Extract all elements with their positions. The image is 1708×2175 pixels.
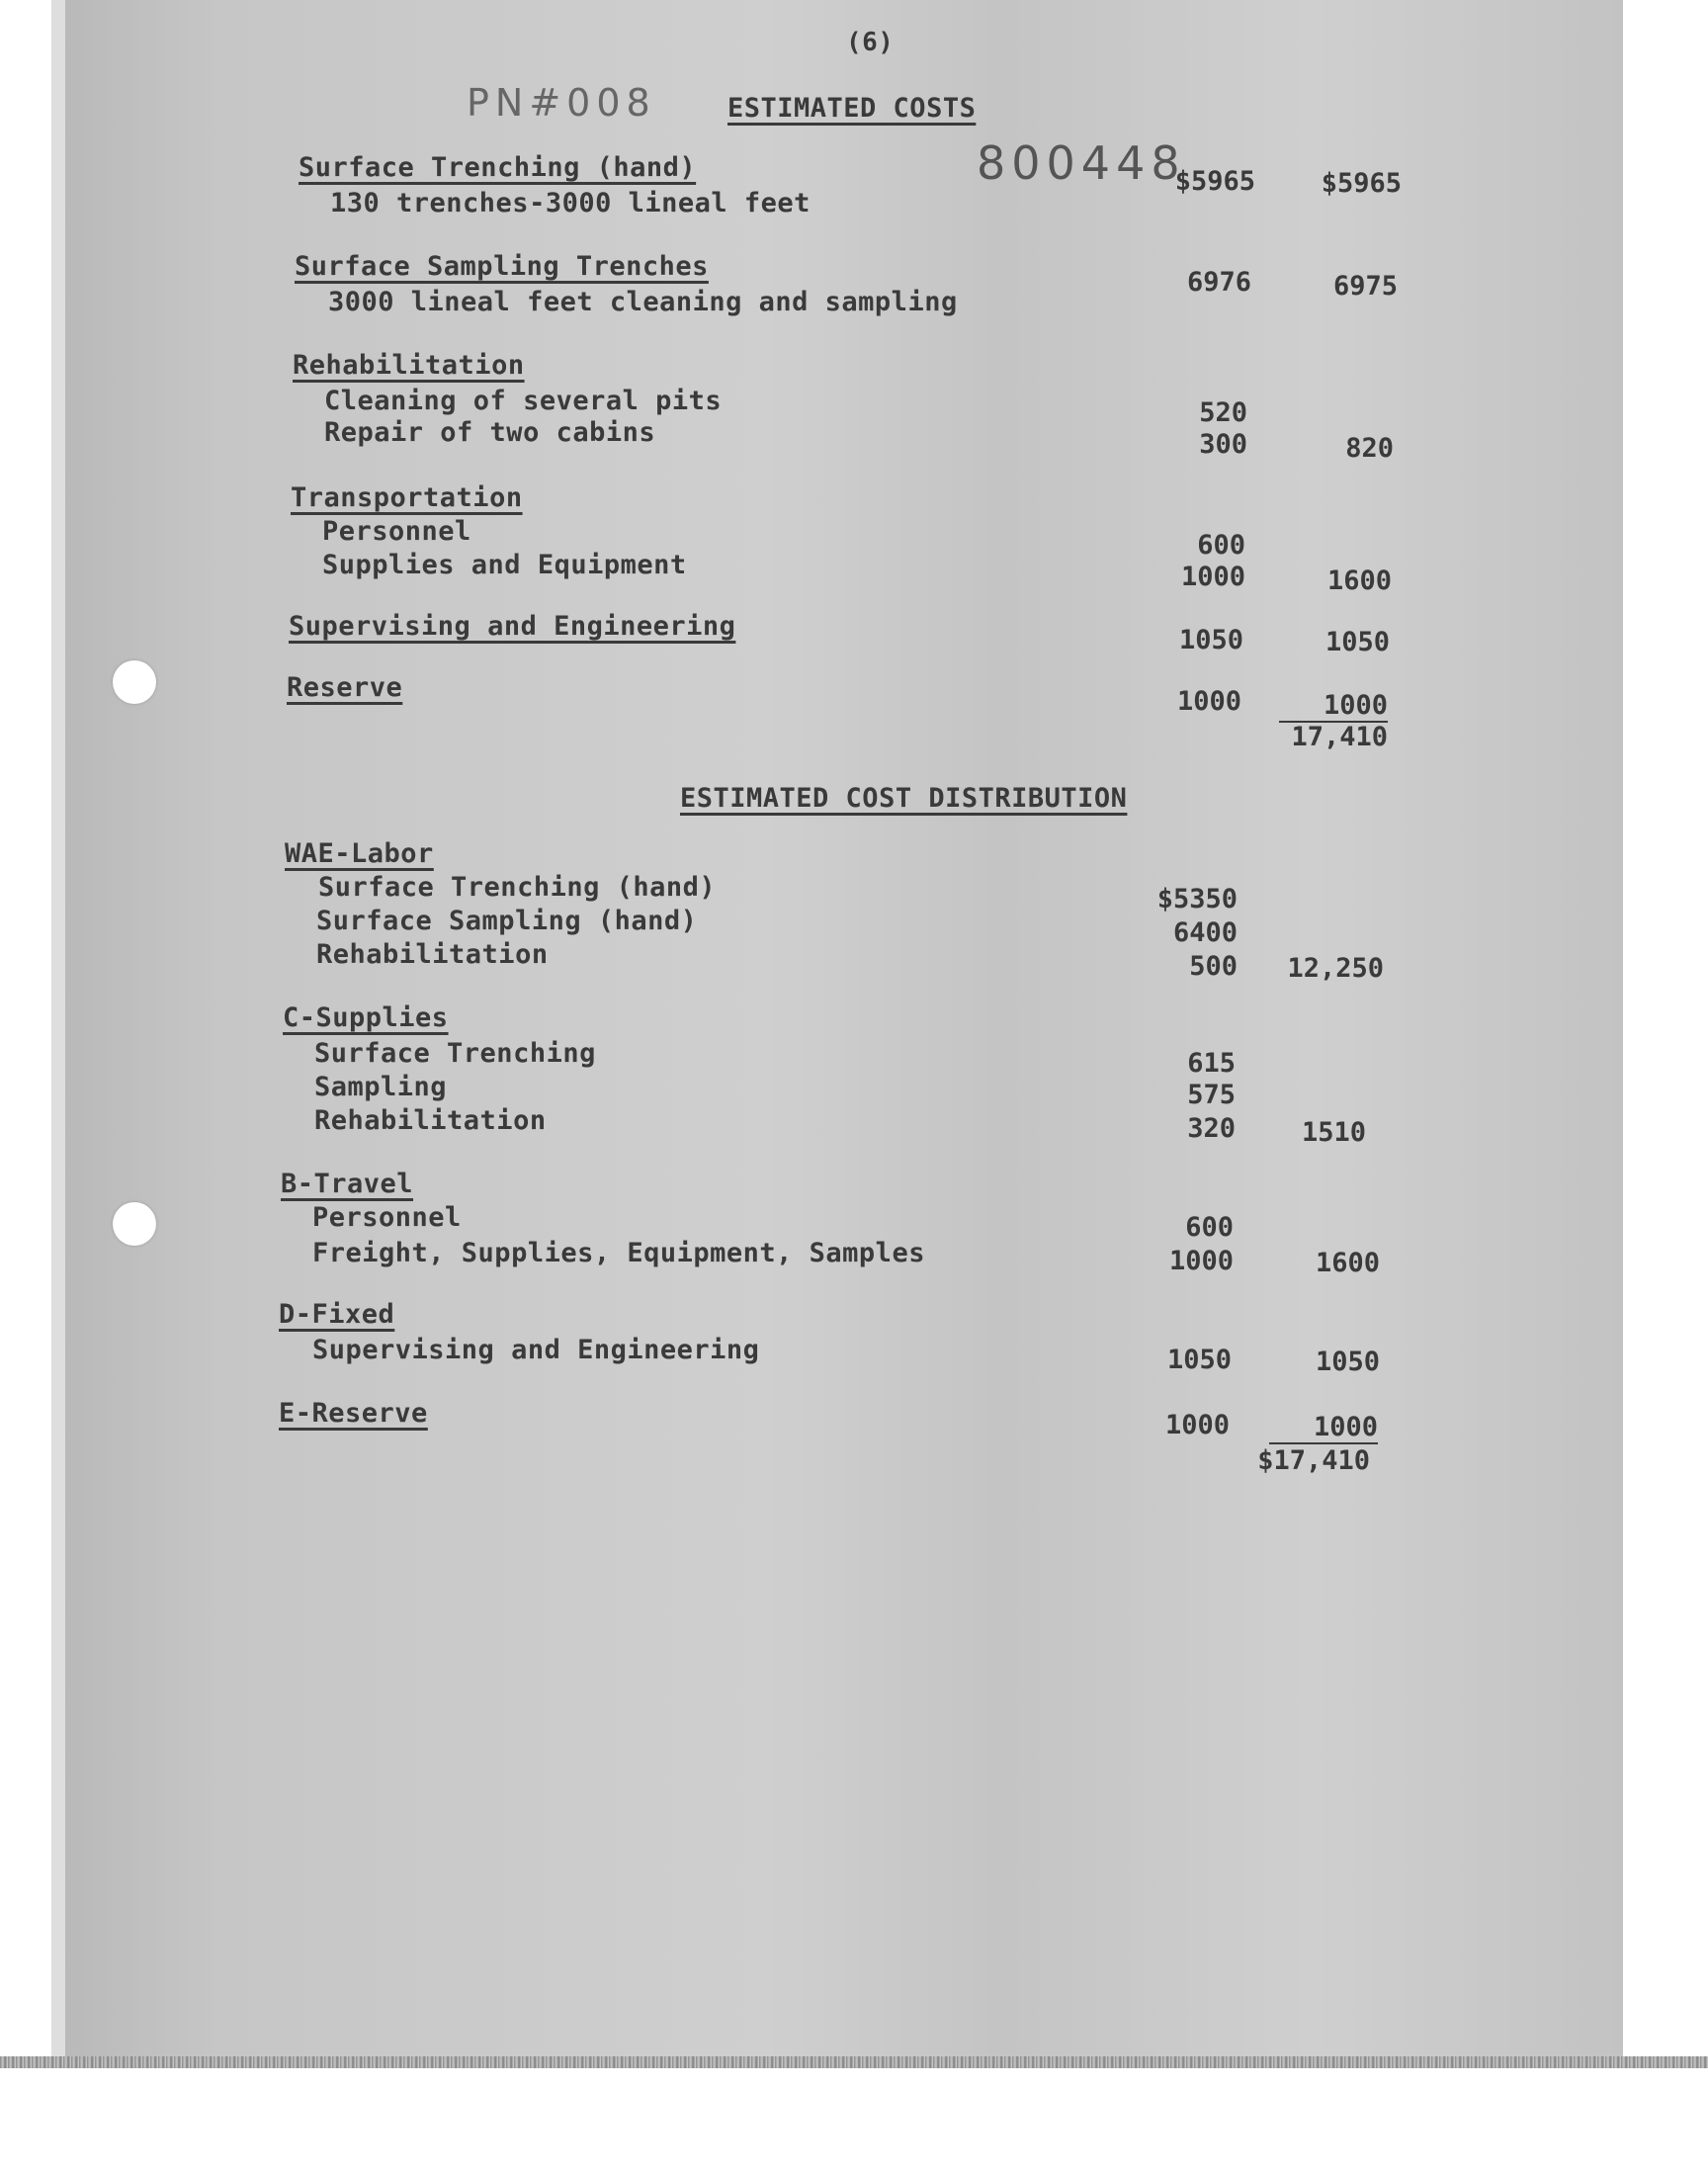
line-label: Surface Trenching (hand) [318, 872, 717, 903]
distribution-title: ESTIMATED COST DISTRIBUTION [680, 783, 1128, 814]
section-subtotal: 1600 [1326, 566, 1392, 596]
section-subtotal: 1050 [1324, 627, 1390, 657]
line-label: Surface Trenching [314, 1038, 596, 1069]
section-heading: Transportation [291, 482, 523, 513]
line-label: Rehabilitation [314, 1105, 547, 1136]
line-amount: 575 [1187, 1080, 1236, 1110]
section-subtotal: 1600 [1315, 1248, 1380, 1278]
line-amount: 1050 [1178, 625, 1243, 655]
line-amount: 6400 [1172, 917, 1238, 948]
section-heading: Supervising and Engineering [289, 611, 736, 642]
section-heading: C-Supplies [283, 1002, 449, 1033]
line-amount: 1000 [1164, 1410, 1230, 1440]
section-heading: Rehabilitation [293, 350, 525, 381]
section-subtotal: 12,250 [1287, 953, 1384, 984]
section-heading: E-Reserve [279, 1398, 428, 1429]
section-heading: Surface Sampling Trenches [295, 251, 709, 282]
line-amount: 1000 [1176, 686, 1241, 717]
section-subtotal: 1510 [1301, 1117, 1366, 1148]
section-subtotal: 1050 [1315, 1347, 1380, 1377]
line-label: 130 trenches-3000 lineal feet [330, 188, 811, 218]
scan-edge [0, 2056, 1708, 2068]
section-heading: B-Travel [281, 1169, 414, 1199]
line-label: Personnel [322, 516, 471, 547]
page-number: (6) [846, 28, 895, 57]
section-heading: WAE-Labor [285, 838, 434, 869]
line-label: Personnel [312, 1202, 462, 1233]
line-amount: 1050 [1166, 1345, 1232, 1375]
line-label: Rehabilitation [316, 939, 549, 970]
punch-hole-bottom [113, 1202, 156, 1246]
section-subtotal: 820 [1345, 433, 1394, 464]
distribution-total: $17,410 [1257, 1445, 1370, 1476]
line-amount: 600 [1185, 1212, 1234, 1243]
line-amount: 300 [1199, 429, 1247, 460]
line-label: Repair of two cabins [324, 417, 656, 448]
line-amount: 6976 [1186, 267, 1251, 298]
line-amount: 500 [1189, 951, 1238, 982]
section-subtotal: 6975 [1332, 271, 1398, 302]
section-subtotal: 1000 [1279, 690, 1388, 723]
line-amount: 520 [1199, 397, 1247, 428]
line-label: Surface Sampling (hand) [316, 906, 698, 936]
punch-hole-top [113, 660, 156, 704]
line-amount: 600 [1197, 530, 1245, 561]
line-label: Cleaning of several pits [324, 386, 723, 416]
estimated-costs-title: ESTIMATED COSTS [727, 93, 977, 124]
line-amount: 1000 [1180, 562, 1245, 592]
section-heading: Surface Trenching (hand) [299, 152, 697, 183]
stamp-right: 800448 [977, 136, 1186, 190]
section-subtotal: 1000 [1269, 1412, 1378, 1444]
section-heading: Reserve [287, 672, 403, 703]
stamp-left: PN#008 [467, 81, 656, 125]
line-label: Supplies and Equipment [322, 550, 687, 580]
line-label: Freight, Supplies, Equipment, Samples [312, 1238, 925, 1268]
line-amount: 1000 [1168, 1246, 1234, 1276]
line-amount: 615 [1187, 1048, 1236, 1079]
line-amount: $5965 [1174, 166, 1255, 197]
section-heading: D-Fixed [279, 1299, 395, 1330]
line-amount: 320 [1187, 1113, 1236, 1144]
line-label: Sampling [314, 1072, 448, 1102]
line-label: 3000 lineal feet cleaning and sampling [328, 287, 958, 317]
section-subtotal: $5965 [1321, 168, 1402, 199]
estimated-costs-total: 17,410 [1291, 722, 1388, 752]
line-amount: $5350 [1156, 884, 1238, 914]
line-label: Supervising and Engineering [312, 1335, 760, 1365]
